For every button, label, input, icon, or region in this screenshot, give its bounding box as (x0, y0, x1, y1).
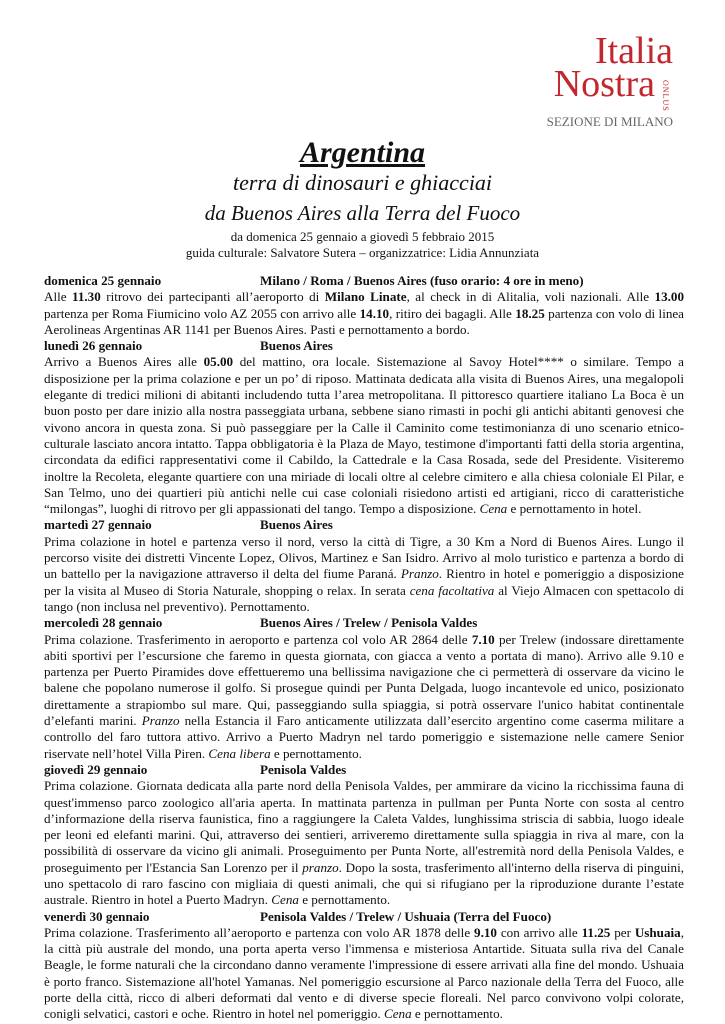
text-run: e pernottamento. (298, 892, 391, 908)
day-route: Buenos Aires (260, 338, 333, 354)
day-date: mercoledì 28 gennaio (44, 615, 163, 631)
itinerary-day (44, 338, 684, 517)
bold-text: 14.10 (359, 305, 390, 321)
page-title: Argentina (299, 136, 426, 169)
day-heading (44, 517, 684, 533)
text-run: Prima colazione. Trasferimento in aeroporto e partenza col volo AR 2864 delle (44, 631, 472, 647)
itinerary-day (44, 273, 684, 338)
bold-text: 05.00 (203, 354, 234, 370)
trip-dates: da domenica 25 gennaio a giovedì 5 febbraio 2015 (230, 229, 495, 244)
day-date: venerdì 30 gennaio (44, 908, 150, 924)
text-run: nella Estancia il Faro anticamente utilizzata dall’esercito argentino come caserma militare a controllo del faro tuttora attivo. Arrivo a Puerto Madryn nel tardo pomeriggio e sistemazione nelle camere Senior riservate nell’hotel Villa Piren. (44, 713, 685, 761)
logo-onlus: ONLUS (661, 80, 670, 112)
italic-text: Cena (479, 501, 508, 517)
italic-text: Cena (271, 892, 299, 908)
text-run: e pernottamento in hotel. (507, 501, 642, 517)
bold-text: 18.25 (515, 305, 545, 321)
text-run: partenza per Roma Fiumicino volo AZ 2055 con arrivo alle (44, 305, 360, 321)
text-run: Alle (44, 289, 72, 305)
day-heading (44, 762, 684, 778)
day-route: Buenos Aires / Trelew / Penisola Valdes (260, 615, 478, 631)
logo-line-nostra: Nostra (553, 63, 655, 105)
text-run: , ritiro dei bagagli. Alle (389, 305, 516, 321)
italic-text: Pranzo (400, 566, 439, 582)
italic-text: Cena libera (208, 745, 271, 761)
day-route: Penisola Valdes (260, 761, 347, 777)
text-run: con arrivo alle (496, 924, 582, 940)
day-heading (44, 615, 684, 631)
itinerary-day (44, 517, 684, 615)
text-run: per (610, 924, 635, 940)
day-description (44, 925, 684, 1023)
text-run: , al check in di Alitalia, voli nazionali. Alle (406, 289, 655, 305)
day-route: Penisola Valdes / Trelew / Ushuaia (Terra del Fuoco) (260, 908, 552, 924)
day-heading (44, 338, 684, 354)
day-date: martedì 27 gennaio (44, 517, 152, 533)
text-run: Arrivo a Buenos Aires alle (44, 354, 204, 370)
day-description (44, 778, 684, 908)
page-subtitle: terra di dinosauri e ghiacciai (232, 170, 493, 195)
bold-text: 7.10 (471, 631, 495, 647)
text-run: . Rientro in hotel e pomeriggio a disposizione per la visita al Museo di Storia Naturale, shopping o relax. In serata (44, 566, 684, 598)
day-description (44, 534, 684, 615)
day-description (44, 354, 684, 517)
text-run: del mattino, ora locale. Sistemazione al Savoy Hotel**** o similare. Tempo a disposizione per la prima colazione e per un po’ di riposo. Mattinata dedicata alla visita di Buenos Aires, una megalopoli elegante di tredici milioni di abitanti includendo tutta l’area metropolitana. Il pittoresco quartiere italiano La Boca è un buon posto per dare inizio alla nostra passeggiata urbana, sebbene siano rimasti in pochi gli antichi abitanti genovesi che vivono ancora in questa zona. Si può passeggiare per la Calle il Caminito come testimonianza di uno scenario etnico-culturale lasciato ancora intatto. Tappa obbligatoria è la Plaza de Mayo, testimone d'importanti fatti della storia argentina, circondata da edifici rappresentativi come il Cabildo, la Cattedrale e la Casa Rosada, sede del Presidente. Visiteremo inoltre la Recoleta, elegante quartiere con una miriade di locali oltre al celebre cimitero e alla chiesa coloniale El Pilar, e San Telmo, uno dei quartieri più antichi nelle cui case coloniali risiedono artisti ed artigiani, ricco di caratteristiche “milongas”, luoghi di ritrovo per gli appassionati del tango. Tempo a disposizione. (44, 354, 684, 517)
itinerary-day (44, 762, 684, 909)
itinerary-day (44, 909, 684, 1023)
bold-text: Milano Linate (324, 289, 407, 305)
day-heading (44, 273, 684, 289)
page-subtitle-route: da Buenos Aires alla Terra del Fuoco (204, 201, 521, 225)
text-run: Prima colazione in hotel e partenza verso il nord, verso la città di Tigre, a 30 Km a Nord di Buenos Aires. Lungo il percorso visite dei distretti Vincente Lopez, Olivos, Martinez e San Isidro. Arrivo al molo turistico e partenza a bordo di un battello per la navigazione attraverso il delta del fiume Paraná. (44, 533, 684, 582)
bold-text: 9.10 (474, 924, 497, 940)
italic-text: Cena (383, 1006, 412, 1022)
day-date: giovedì 29 gennaio (44, 761, 148, 777)
day-heading (44, 909, 684, 925)
text-run: e pernottamento. (411, 1006, 503, 1022)
italia-nostra-logo (493, 32, 673, 132)
logo-section: SEZIONE DI MILANO (546, 114, 673, 129)
day-date: domenica 25 gennaio (44, 273, 162, 288)
day-route: Buenos Aires (260, 517, 333, 533)
itinerary-day (44, 615, 684, 762)
text-run: Prima colazione. Giornata dedicata alla parte nord della Penisola Valdes, per ammirare da vicino la ricchissima fauna di quest'immenso parco zoologico all'aria aperta. In mattinata partenza in pullman per Punta Norte con sosta al centro d’informazione della riserva faunistica, fino a raggiungere la Caleta Valdes, lunghissima striscia di sabbia, luogo ideale per leoni ed elefanti marini. Qui, attraverso dei sentieri, arriveremo direttamente sulla spiaggia in riva al mare, con la possibilità di osservare da vicino gli animali. Proseguimento per Punta Norte, all'estremità nord della Penisola Valdes, e proseguimento per l'Estancia San Lorenzo per il (44, 778, 684, 875)
italic-text: cena facoltativa (409, 582, 495, 598)
bold-text: Ushuaia (634, 924, 681, 940)
trip-guide: guida culturale: Salvatore Sutera – organizzatrice: Lidia Annunziata (185, 245, 540, 260)
logo-line-italia: Italia (594, 30, 673, 72)
bold-text: 13.00 (654, 289, 685, 305)
text-run: , la città più australe del mondo, una porta aperta verso l'immensa e misteriosa Antartide. Situata sulla riva del Canale Beagle, le forme naturali che la circondano danno veramente l'impressione di essere arrivati alla fine del mondo. Ushuaia è porto franco. Sistemazione all'hotel Yamanas. Nel pomeriggio escursione al Parco nazionale della Terra del Fuoco, alle porte della città, ricco di alberi deformati dal vento e di diverse specie floreali. Nel parco convivono volpi colorate, conigli selvatici, castori e oche. Rientro in hotel nel pomeriggio. (44, 924, 684, 1022)
day-date: lunedì 26 gennaio (44, 338, 143, 354)
bold-text: 11.30 (72, 289, 101, 305)
text-run: ritrovo dei partecipanti all’aeroporto di (100, 289, 325, 305)
day-description (44, 289, 684, 338)
text-run: al Viejo Almacen con spettacolo di tango (non inclusa nel preventivo). Pernottamento. (44, 582, 684, 614)
italic-text: Pranzo (141, 713, 180, 729)
text-run: . Dopo la sosta, trasferimento all'interno della riserva di pinguini, uno spettacolo di raro fascino con migliaia di questi animali, che qui si rifugiano per la riproduzione durante l’estate australe. Rientro in hotel a Puerto Madryn. (44, 859, 684, 908)
text-run: partenza con volo di linea Aerolineas Argentinas AR 1141 per Buenos Aires. Pasti e pernottamento a bordo. (44, 305, 684, 337)
day-description (44, 632, 684, 762)
day-route: Milano / Roma / Buenos Aires (fuso orario: 4 ore in meno) (260, 273, 584, 288)
text-run: Prima colazione. Trasferimento all’aeroporto e partenza con volo AR 1878 delle (44, 924, 475, 940)
text-run: e pernottamento. (270, 745, 362, 761)
itinerary (44, 273, 684, 1023)
italic-text: pranzo (302, 859, 339, 875)
bold-text: 11.25 (581, 924, 611, 940)
text-run: per Trelew (indossare direttamente abiti sportivi per l’escursione che faremo in questa giornata, con giacca a vento a portata di mano). Arrivo alle 9.10 e partenza per Puerto Piramides dove effettueremo una bellissima navigazione che ci permetterà di osservare da vicino le balene che popolano numerose il golfo. Si prosegue quindi per Punta Delgada, luogo incantevole ed unico, posizionato direttamente a strapiombo sul mare. Qui, passeggiando sulla spiaggia, si potrà osservare l'unico habitat continentale d’elefanti marini. (44, 631, 684, 729)
